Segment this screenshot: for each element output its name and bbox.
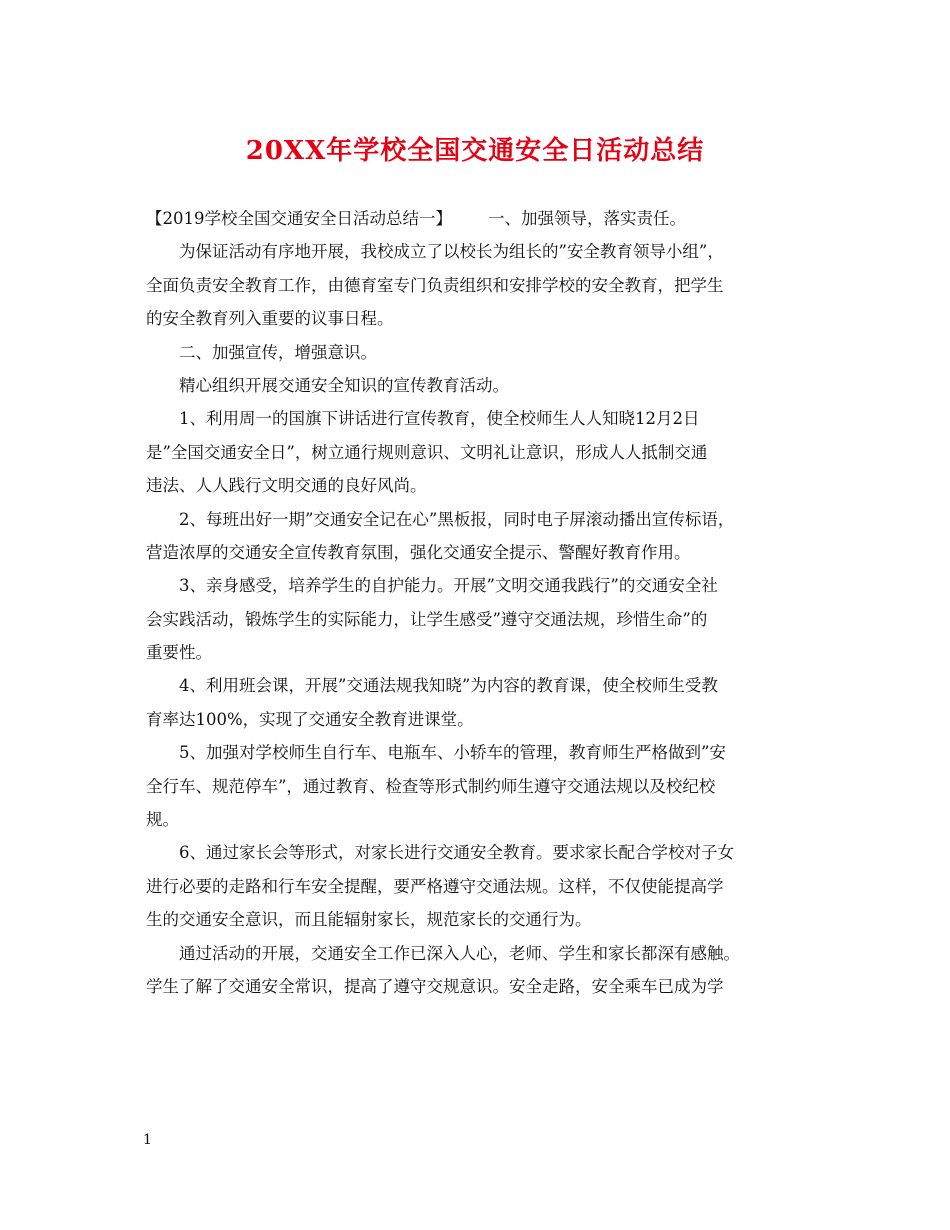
text-line: 进行必要的走路和行车安全提醒，要严格遵守交通法规。这样，不仅使能提高学 [146,876,724,896]
text-line: 精心组织开展交通安全知识的宣传教育活动。 [179,375,509,395]
text-line: 会实践活动，锻炼学生的实际能力，让学生感受”遵守交通法规，珍惜生命”的 [146,609,708,629]
text-line: 1、利用周一的国旗下讲话进行宣传教育，使全校师生人人知晓12月2日 [179,409,700,429]
text-line: 通过活动的开展，交通安全工作已深入人心，老师、学生和家长都深有感触。 [179,943,740,963]
text-line: 4、利用班会课，开展”交通法规我知晓”为内容的教育课，使全校师生受教 [179,676,718,696]
text-line: 3、亲身感受，培养学生的自护能力。开展”文明交通我践行”的交通安全社 [179,576,718,596]
text-line: 是”全国交通安全日”，树立通行规则意识、文明礼让意识，形成人人抵制交通 [146,442,708,462]
text-line: 为保证活动有序地开展，我校成立了以校长为组长的”安全教育领导小组”， [179,242,724,262]
text-line [146,202,816,235]
text-line: 的安全教育列入重要的议事日程。 [146,309,394,329]
text-line: 2、每班出好一期”交通安全记在心”黑板报，同时电子屏滚动播出宣传标语， [179,509,735,529]
text-line: 违法、人人践行文明交通的良好风尚。 [146,476,427,496]
document-title: 20XX年学校全国交通安全日活动总结 [245,136,705,166]
text-line: 生的交通安全意识，而且能辐射家长，规范家长的交通行为。 [146,910,592,930]
text-line: 学生了解了交通安全常识，提高了遵守交规意识。安全走路，安全乘车已成为学 [146,976,724,996]
document-body [146,202,816,1003]
page-number: 1 [143,1132,152,1148]
text-segment: 一、加强领导，落实责任。 [488,209,686,228]
text-line: 全面负责安全教育工作，由德育室专门负责组织和安排学校的安全教育，把学生 [146,275,724,295]
text-line: 6、通过家长会等形式，对家长进行交通安全教育。要求家长配合学校对子女 [179,843,734,863]
text-line: 规。 [146,810,179,830]
text-segment: 【2019学校全国交通安全日活动总结一】 [146,209,452,228]
text-line: 重要性。 [146,643,212,663]
text-line: 营造浓厚的交通安全宣传教育氛围，强化交通安全提示、警醒好教育作用。 [146,542,691,562]
text-line: 5、加强对学校师生自行车、电瓶车、小轿车的管理，教育师生严格做到”安 [179,743,726,763]
text-line: 育率达100%，实现了交通安全教育进课堂。 [146,709,474,729]
text-line: 二、加强宣传，增强意识。 [179,342,377,362]
text-line: 全行车、规范停车”，通过教育、检查等形式制约师生遵守交通法规以及校纪校 [146,776,716,796]
